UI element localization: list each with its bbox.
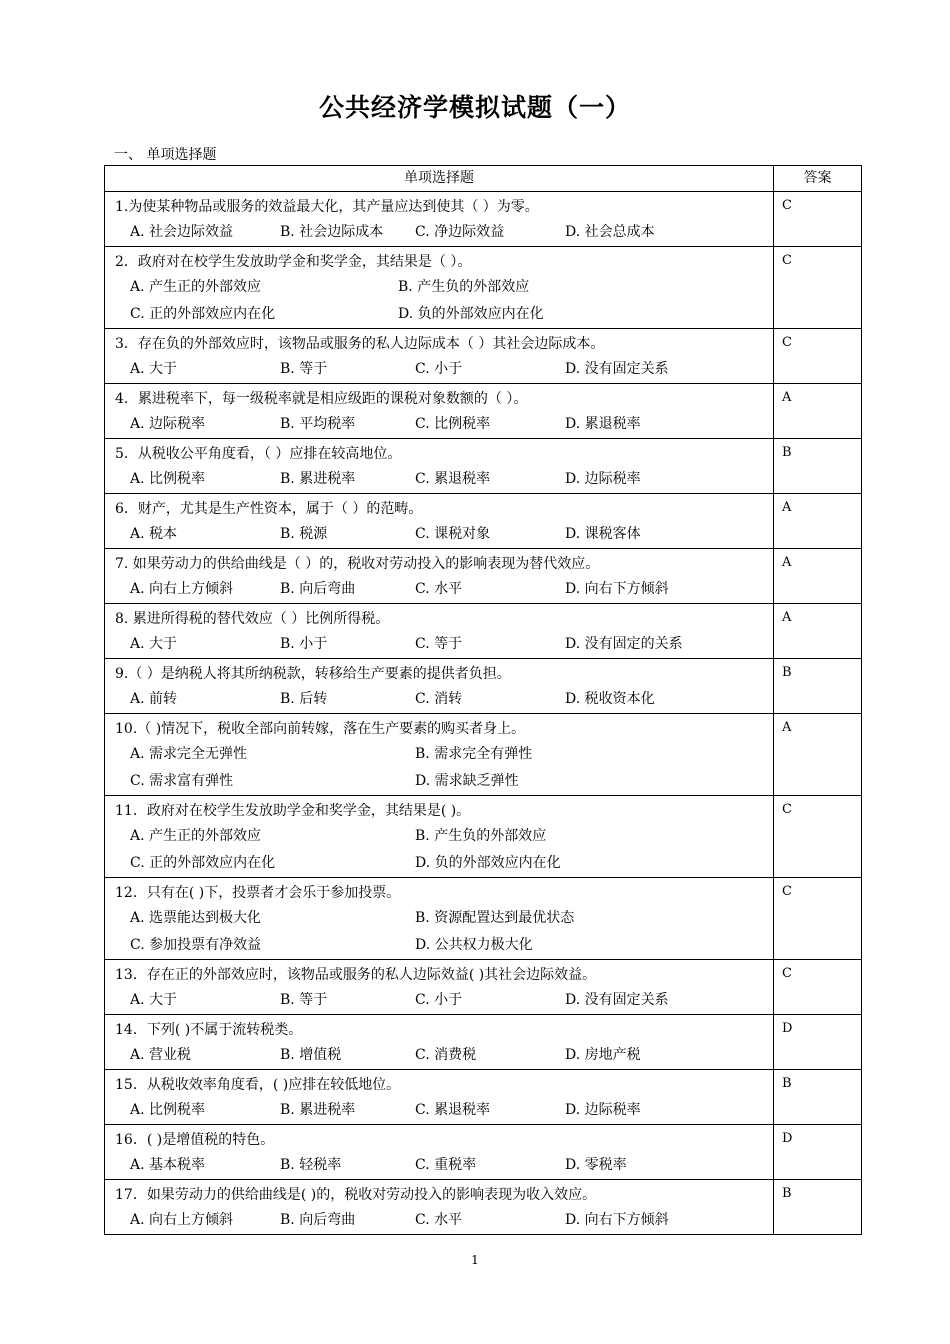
question-cell (105, 247, 774, 329)
answer-cell: C (774, 192, 862, 247)
question-cell (105, 1015, 774, 1070)
option-a: A. 需求完全无弹性 (130, 746, 248, 762)
table-row (105, 878, 862, 960)
question-stem: 3．存在负的外部效应时，该物品或服务的私人边际成本（ ）其社会边际成本。 (115, 336, 605, 352)
option-c: C. 重税率 (415, 1157, 477, 1173)
question-stem: 13．存在正的外部效应时，该物品或服务的私人边际效益( )其社会边际效益。 (115, 967, 597, 983)
options-line (115, 411, 773, 438)
answer-cell: C (774, 796, 862, 878)
options-line (115, 850, 773, 877)
options-line (115, 219, 773, 246)
option-d: D. 房地产税 (565, 1047, 641, 1063)
option-a: A. 产生正的外部效应 (130, 828, 262, 844)
table-row (105, 659, 862, 714)
option-d: D. 负的外部效应内在化 (415, 855, 561, 871)
option-b: B. 社会边际成本 (280, 224, 384, 240)
question-cell (105, 329, 774, 384)
option-d: D. 没有固定关系 (565, 992, 669, 1008)
option-d: D. 零税率 (565, 1157, 627, 1173)
option-b: B. 增值税 (280, 1047, 342, 1063)
answer-cell: A (774, 714, 862, 796)
option-c: C. 消费税 (415, 1047, 477, 1063)
option-a: A. 社会边际效益 (130, 224, 234, 240)
option-d: D. 累退税率 (565, 416, 641, 432)
answer-cell: A (774, 604, 862, 659)
answer-cell: B (774, 439, 862, 494)
option-c: C. 累退税率 (415, 471, 491, 487)
table-header-row (105, 166, 862, 192)
options-line (115, 301, 773, 328)
question-stem: 2．政府对在校学生发放助学金和奖学金，其结果是（ ）。 (115, 254, 472, 270)
options-line (115, 274, 773, 301)
options-line (115, 1042, 773, 1069)
option-d: D. 边际税率 (565, 1102, 641, 1118)
options-line (115, 905, 773, 932)
option-c: C. 小于 (415, 992, 463, 1008)
option-d: D. 向右下方倾斜 (565, 581, 669, 597)
question-cell (105, 960, 774, 1015)
question-stem: 11．政府对在校学生发放助学金和奖学金，其结果是( )。 (115, 803, 471, 819)
options-line (115, 521, 773, 548)
options-line (115, 631, 773, 658)
table-row (105, 1015, 862, 1070)
option-d: D. 向右下方倾斜 (565, 1212, 669, 1228)
option-a: A. 向右上方倾斜 (130, 581, 234, 597)
question-cell (105, 878, 774, 960)
option-a: A. 比例税率 (130, 471, 206, 487)
option-b: B. 后转 (280, 691, 328, 707)
option-a: A. 营业税 (130, 1047, 192, 1063)
table-row (105, 494, 862, 549)
option-c: C. 需求富有弹性 (130, 773, 234, 789)
question-stem: 8. 累进所得税的替代效应（ ）比例所得税。 (115, 611, 390, 627)
option-b: B. 向后弯曲 (280, 1212, 356, 1228)
question-cell (105, 1180, 774, 1235)
column-header-answer: 答案 (774, 166, 862, 192)
option-b: B. 需求完全有弹性 (415, 746, 533, 762)
option-c: C. 参加投票有净效益 (130, 937, 262, 953)
option-c: C. 小于 (415, 361, 463, 377)
question-stem: 17．如果劳动力的供给曲线是( )的，税收对劳动投入的影响表现为收入效应。 (115, 1187, 597, 1203)
table-row (105, 1180, 862, 1235)
option-a: A. 大于 (130, 992, 178, 1008)
table-row (105, 604, 862, 659)
answer-cell: C (774, 878, 862, 960)
question-stem: 16．( )是增值税的特色。 (115, 1132, 275, 1148)
question-stem: 10.（ )情况下，税收全部向前转嫁，落在生产要素的购买者身上。 (115, 721, 526, 737)
table-row (105, 192, 862, 247)
option-c: C. 课税对象 (415, 526, 491, 542)
option-c: C. 水平 (415, 1212, 463, 1228)
question-table-body (105, 192, 862, 1235)
option-d: D. 没有固定的关系 (565, 636, 683, 652)
question-stem: 12．只有在( )下，投票者才会乐于参加投票。 (115, 885, 401, 901)
option-c: C. 累退税率 (415, 1102, 491, 1118)
answer-cell: A (774, 549, 862, 604)
option-d: D. 税收资本化 (565, 691, 655, 707)
question-cell (105, 1125, 774, 1180)
option-b: B. 累进税率 (280, 1102, 356, 1118)
options-line (115, 932, 773, 959)
option-b: B. 平均税率 (280, 416, 356, 432)
answer-cell: C (774, 329, 862, 384)
option-d: D. 课税客体 (565, 526, 641, 542)
answer-cell: C (774, 247, 862, 329)
option-c: C. 水平 (415, 581, 463, 597)
question-cell (105, 1070, 774, 1125)
table-row (105, 247, 862, 329)
option-a: A. 产生正的外部效应 (130, 279, 262, 295)
option-a: A. 向右上方倾斜 (130, 1212, 234, 1228)
option-b: B. 等于 (280, 361, 328, 377)
answer-cell: B (774, 1070, 862, 1125)
question-stem: 1.为使某种物品或服务的效益最大化，其产量应达到使其（ ）为零。 (115, 199, 539, 215)
options-line (115, 1152, 773, 1179)
option-b: B. 产生负的外部效应 (415, 828, 547, 844)
answer-cell: B (774, 1180, 862, 1235)
option-a: A. 基本税率 (130, 1157, 206, 1173)
option-d: D. 需求缺乏弹性 (415, 773, 519, 789)
option-b: B. 向后弯曲 (280, 581, 356, 597)
option-b: B. 等于 (280, 992, 328, 1008)
option-d: D. 负的外部效应内在化 (398, 306, 544, 322)
option-a: A. 大于 (130, 636, 178, 652)
question-cell (105, 659, 774, 714)
answer-cell: A (774, 384, 862, 439)
question-stem: 4．累进税率下，每一级税率就是相应级距的课税对象数额的（ ）。 (115, 391, 528, 407)
option-b: B. 税源 (280, 526, 328, 542)
options-line (115, 1207, 773, 1234)
option-a: A. 大于 (130, 361, 178, 377)
option-b: B. 产生负的外部效应 (398, 279, 530, 295)
option-a: A. 比例税率 (130, 1102, 206, 1118)
question-cell (105, 439, 774, 494)
option-d: D. 社会总成本 (565, 224, 655, 240)
table-row (105, 439, 862, 494)
column-header-question: 单项选择题 (105, 166, 774, 192)
options-line (115, 356, 773, 383)
answer-cell: D (774, 1125, 862, 1180)
question-stem: 6．财产，尤其是生产性资本，属于（ ）的范畴。 (115, 501, 423, 517)
option-a: A. 税本 (130, 526, 178, 542)
question-cell (105, 604, 774, 659)
table-row (105, 960, 862, 1015)
question-cell (105, 494, 774, 549)
table-row (105, 796, 862, 878)
option-d: D. 边际税率 (565, 471, 641, 487)
options-line (115, 823, 773, 850)
question-cell (105, 796, 774, 878)
option-b: B. 累进税率 (280, 471, 356, 487)
question-cell (105, 714, 774, 796)
option-d: D. 公共权力极大化 (415, 937, 533, 953)
option-c: C. 等于 (415, 636, 463, 652)
table-row (105, 714, 862, 796)
answer-cell: C (774, 960, 862, 1015)
table-row (105, 1070, 862, 1125)
table-row (105, 384, 862, 439)
option-d: D. 没有固定关系 (565, 361, 669, 377)
page-number: 1 (471, 1253, 479, 1267)
question-stem: 7. 如果劳动力的供给曲线是（ ）的，税收对劳动投入的影响表现为替代效应。 (115, 556, 600, 572)
option-c: C. 正的外部效应内在化 (130, 306, 276, 322)
option-b: B. 轻税率 (280, 1157, 342, 1173)
options-line (115, 741, 773, 768)
option-b: B. 小于 (280, 636, 328, 652)
option-a: A. 选票能达到极大化 (130, 910, 262, 926)
question-stem: 5．从税收公平角度看，（ ）应排在较高地位。 (115, 446, 402, 462)
page-title: 公共经济学模拟试题（一） (318, 93, 631, 122)
question-cell (105, 549, 774, 604)
option-c: C. 消转 (415, 691, 463, 707)
question-stem: 15．从税收效率角度看，( )应排在较低地位。 (115, 1077, 401, 1093)
question-table (104, 165, 862, 1235)
option-b: B. 资源配置达到最优状态 (415, 910, 575, 926)
options-line (115, 768, 773, 795)
option-c: C. 正的外部效应内在化 (130, 855, 276, 871)
option-c: C. 净边际效益 (415, 224, 505, 240)
question-stem: 9.（ ）是纳税人将其所纳税款，转移给生产要素的提供者负担。 (115, 666, 511, 682)
options-line (115, 686, 773, 713)
answer-cell: A (774, 494, 862, 549)
answer-cell: B (774, 659, 862, 714)
options-line (115, 1097, 773, 1124)
option-a: A. 前转 (130, 691, 178, 707)
section-heading: 一、 单项选择题 (114, 147, 217, 163)
options-line (115, 987, 773, 1014)
options-line (115, 576, 773, 603)
table-row (105, 1125, 862, 1180)
answer-cell: D (774, 1015, 862, 1070)
table-row (105, 329, 862, 384)
question-stem: 14．下列( )不属于流转税类。 (115, 1022, 303, 1038)
table-row (105, 549, 862, 604)
question-cell (105, 192, 774, 247)
option-a: A. 边际税率 (130, 416, 206, 432)
options-line (115, 466, 773, 493)
option-c: C. 比例税率 (415, 416, 491, 432)
question-cell (105, 384, 774, 439)
